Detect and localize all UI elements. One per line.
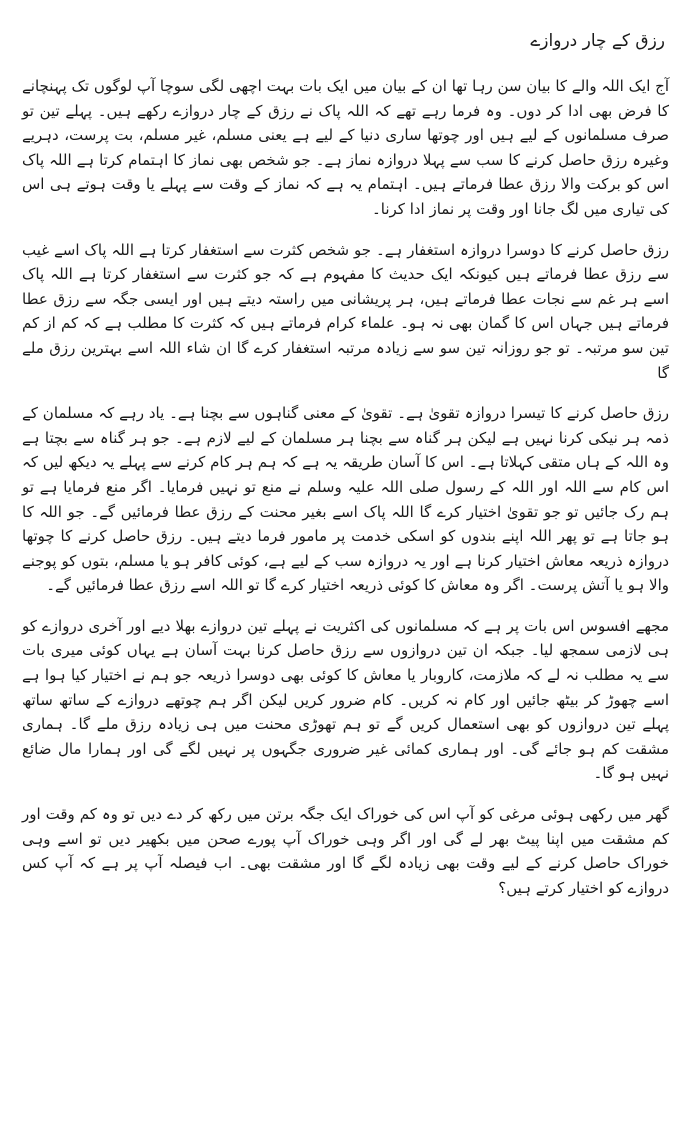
paragraph-taqwa: رزق حاصل کرنے کا تیسرا دروازہ تقویٰ ہے۔ تقویٰ کے معنی گناہوں سے بچنا ہے۔ یاد رہے کہ مسلمان کے ذمہ ہر نیکی کرنا نہیں ہے لیکن ہر گناہ سے بچنا ہر مسلمان کے لیے لازم ہے۔ جو ہر گناہ سے بچتا ہے وہ اللہ کے ہاں متقی کہلاتا ہے۔ اس کا آسان طریقہ یہ ہے کہ ہم ہر کام کرنے سے پہلے یہ دیکھ لیں کہ اس کام سے اللہ اور اللہ کے رسول صلی اللہ علیہ وسلم نے منع تو نہیں فرمایا۔ اگر منع فرمایا ہے تو ہم رک جائیں تو جو تقویٰ اختیار کرے گا اللہ پاک اسے بغیر محنت کے رزق عطا فرمائیں گے۔ جو اللہ کا ہو جاتا ہے تو پھر اللہ اپنے بندوں کو اسکی خدمت پر مامور فرما دیتے ہیں۔ رزق حاصل کرنے کا چوتھا دروازہ ذریعہ معاش اختیار کرنا ہے اور یہ دروازہ سب کے لیے ہے، کوئی کافر ہو یا مسلم، بتوں کو پوجنے والا ہو یا آتش پرست۔ اگر وہ معاش کا کوئی ذریعہ اختیار کرے گا تو اللہ اسے رزق عطا فرمائیں گے۔ bbox=[22, 404, 669, 595]
paragraph-istighfar: رزق حاصل کرنے کا دوسرا دروازہ استغفار ہے۔ جو شخص کثرت سے استغفار کرتا ہے اللہ پاک اسے غیب سے رزق عطا فرماتے ہیں کیونکہ ایک حدیث کا مفہوم ہے کہ جو کثرت سے استغفار کرتا ہے اللہ پاک اسے ہر غم سے نجات عطا فرماتے ہیں، ہر پریشانی میں راستہ دیتے ہیں اور ایسی جگہ سے رزق عطا فرماتے ہیں جہاں اس کا گمان بھی نہ ہو۔ علماء کرام فرماتے ہیں کہ کثرت کا مطلب ہے کہ کم از کم تین سو مرتبہ۔ تو جو روزانہ تین سو سے زیادہ مرتبہ استغفار کرے گا ان شاء اللہ اسے بہترین رزق ملے گا bbox=[22, 240, 669, 382]
paragraph-prayer: آج ایک اللہ والے کا بیان سن رہا تھا ان کے بیان میں ایک بات بہت اچھی لگی سوچا آپ لوگوں تک پہنچانے کا فرض بھی ادا کر دوں۔ وہ فرما رہے تھے کہ اللہ پاک نے رزق کے چار دروازے رکھے ہیں۔ پہلے تین تو صرف مسلمانوں کے لیے ہیں اور چوتھا ساری دنیا کے لیے ہے یعنی مسلم، غیر مسلم، بت پرست، دہریے وغیرہ رزق حاصل کرنے کا سب سے پہلا دروازہ نماز ہے۔ جو شخص بھی نماز کا اہتمام کرتا ہے اللہ پاک اس کو برکت والا رزق عطا فرماتے ہیں۔ اہتمام یہ ہے کہ نماز کے وقت سے پہلے یا وقت ہوتے ہی اس کی تیاری میں لگ جانا اور وقت پر نماز ادا کرنا۔ bbox=[22, 77, 669, 218]
article-title: رزق کے چار دروازے bbox=[530, 31, 665, 51]
paragraph-regret: مجھے افسوس اس بات پر ہے کہ مسلمانوں کی اکثریت نے پہلے تین دروازے بھلا دیے اور آخری دروازے کو ہی لازمی سمجھ لیا۔ جبکہ ان تین دروازوں سے رزق حاصل کرنا بہت آسان ہے یہاں کوئی میری بات سے یہ مطلب نہ لے کہ ملازمت، کاروبار یا معاش کا کوئی بھی دوسرا ذریعہ جو ہم نے اختیار کیا ہوا ہے اسے چھوڑ کر بیٹھ جائیں اور کام نہ کریں۔ کام ضرور کریں لیکن اگر ہم چوتھے دروازے کے ساتھ ساتھ پہلے تین دروازوں کو بھی استعمال کریں گے تو ہم تھوڑی محنت میں ہی زیادہ رزق ملے گا۔ ہماری مشقت کم ہو جائے گی۔ اور ہماری کمائی غیر ضروری جگہوں پر نہیں لگے گی اور ہمارا مال ضائع نہیں ہو گا۔ bbox=[22, 616, 669, 783]
paragraph-hen-example: گھر میں رکھی ہوئی مرغی کو آپ اس کی خوراک ایک جگہ برتن میں رکھ کر دے دیں تو وہ کم وقت اور کم مشقت میں اپنا پیٹ بھر لے گی اور اگر وہی خوراک آپ پورے صحن میں بکھیر دیں تو اسے وہی خوراک حاصل کرنے کے لیے وقت بھی زیادہ لگے گا اور مشقت بھی۔ اب فیصلہ آپ پر ہے کہ آپ کس دروازے کو اختیار کرتے ہیں؟ bbox=[22, 805, 669, 897]
